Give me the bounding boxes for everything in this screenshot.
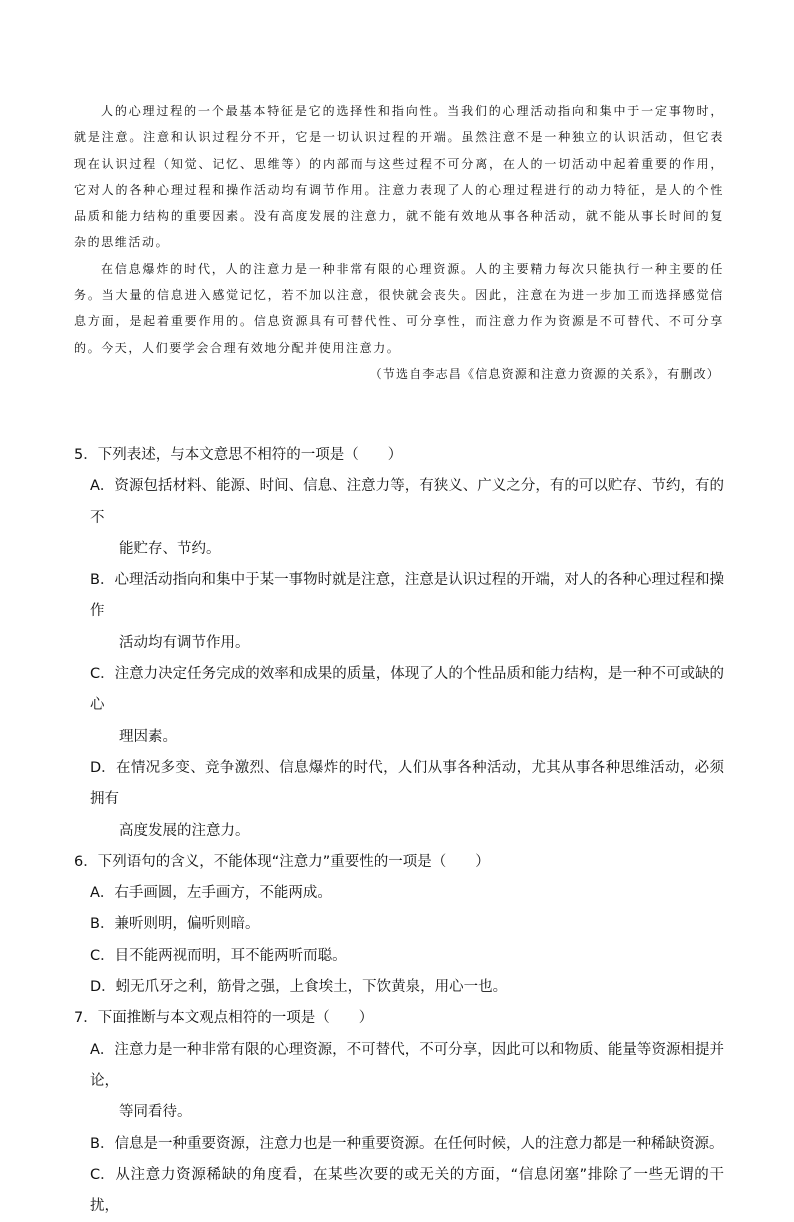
question-5 [74,440,724,847]
option-text-continued: 能贮存、节约。 [119,540,221,557]
option-text-continued: 高度发展的注意力。 [119,822,250,839]
option-text: 目不能两视而明，耳不能两听而聪。 [114,947,347,964]
question-stem: 6．下列语句的含义，不能体现“注意力”重要性的一项是（ ） [74,853,490,870]
option-text: 注意力是一种非常有限的心理资源，不可替代，不可分享，因此可以和物质、能量等资源相提并论， [90,1041,724,1089]
option-b[interactable] [90,909,724,940]
option-d[interactable] [90,753,724,847]
passage-source: （节选自李志昌《信息资源和注意力资源的关系》，有删改） [369,366,720,381]
option-letter: C． [90,1166,115,1183]
passage-paragraph-2: 在信息爆炸的时代，人的注意力是一种非常有限的心理资源。人的主要精力每次只能执行一种主要的任务。当大量的信息进入感觉记忆，若不加以注意，很快就会丧失。因此，注意在为进一步加工而选择感觉信息方面，是起着重要作用的。信息资源具有可替代性、可分享性，而注意力作为资源是不可替代、不可分享的。今天，人们要学会合理有效地分配并使用注意力。 [74,261,724,355]
option-text: 在情况多变、竞争激烈、信息爆炸的时代，人们从事各种活动，尤其从事各种思维活动，必须拥有 [90,759,724,808]
option-text: 兼听则明，偏听则暗。 [114,916,260,933]
option-text: 心理活动指向和集中于某一事物时就是注意，注意是认识过程的开端，对人的各种心理过程和操作 [90,572,724,620]
option-text-continued: 活动均有调节作用。 [119,634,250,651]
option-b[interactable] [90,565,724,659]
option-text: 右手画圆，左手画方，不能两成。 [114,885,332,902]
option-a[interactable] [90,878,724,909]
option-letter: A． [90,1041,115,1058]
question-stem: 5．下列表述，与本文意思不相符的一项是（ ） [74,447,403,463]
option-letter: B． [90,1135,115,1152]
option-text: 从注意力资源稀缺的角度看，在某些次要的或无关的方面，“信息闭塞”排除了一些无谓的干扰， [90,1166,724,1215]
option-a[interactable] [90,471,724,565]
option-letter: A． [90,885,115,902]
option-letter: C． [90,666,115,683]
option-d[interactable] [90,972,724,1003]
option-letter: A． [90,478,115,495]
option-letter: C． [90,947,115,964]
option-c[interactable] [90,941,724,972]
question-6 [74,847,724,1003]
passage-paragraph-1: 人的心理过程的一个最基本特征是它的选择性和指向性。当我们的心理活动指向和集中于一定事物时，就是注意。注意和认识过程分不开，它是一切认识过程的开端。虽然注意不是一种独立的认识活动，但它表现在认识过程（知觉、记忆、思维等）的内部而与这些过程不可分离，在人的一切活动中起着重要的作用，它对人的各种心理过程和操作活动均有调节作用。注意力表现了人的心理过程进行的动力特征，是人的个性品质和能力结构的重要因素。没有高度发展的注意力，就不能有效地从事各种活动，就不能从事长时间的复杂的思维活动。 [74,104,724,250]
option-text: 资源包括材料、能源、时间、信息、注意力等，有狭义、广义之分，有的可以贮存、节约，有的不 [90,478,724,526]
option-letter: B． [90,916,115,933]
option-letter: D． [90,759,116,776]
question-list [74,440,724,1222]
question-7 [74,1003,724,1222]
option-c[interactable] [90,659,724,753]
option-c[interactable] [90,1160,724,1222]
option-b[interactable] [90,1129,724,1160]
option-text: 注意力决定任务完成的效率和成果的质量，体现了人的个性品质和能力结构，是一种不可或缺的心 [90,666,724,714]
option-letter: B． [90,572,115,589]
question-stem: 7．下面推断与本文观点相符的一项是（ ） [74,1010,374,1027]
option-text-continued: 理因素。 [119,728,177,745]
option-letter: D． [90,979,116,996]
option-text: 蚓无爪牙之利，筋骨之强，上食埃土，下饮黄泉，用心一也。 [115,979,508,996]
option-text: 信息是一种重要资源，注意力也是一种重要资源。在任何时候，人的注意力都是一种稀缺资源。 [114,1135,724,1152]
reading-passage [74,98,724,387]
option-a[interactable] [90,1035,724,1129]
option-text-continued: 等同看待。 [119,1104,192,1121]
